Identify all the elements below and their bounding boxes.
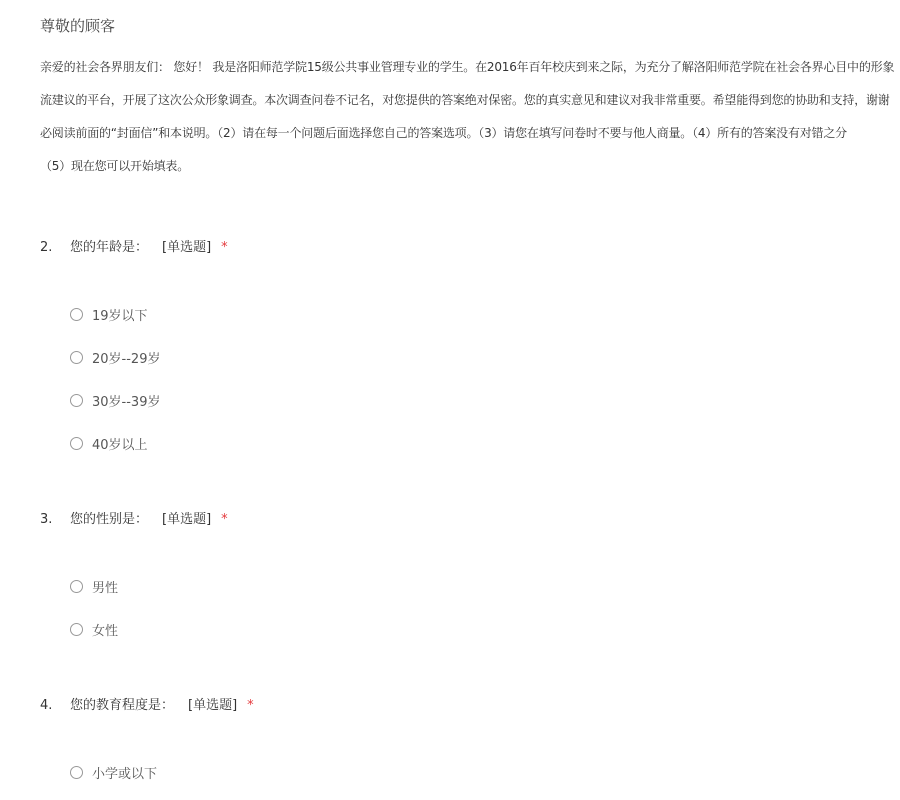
intro-line-1: 亲爱的社会各界朋友们： 您好！ 我是洛阳师范学院15级公共事业管理专业的学生。在2016年百年校庆到来之际，为充分了解洛阳师范学院在社会各界心目中的形象	[40, 60, 895, 74]
question-type: [单选题]	[162, 512, 212, 527]
option-gender-male[interactable]	[70, 576, 118, 596]
radio-button[interactable]	[70, 394, 83, 407]
question-text: 您的教育程度是：	[70, 698, 175, 713]
required-mark: *	[247, 698, 254, 713]
question-4-title	[40, 694, 254, 713]
intro-line-2: 流建议的平台，开展了这次公众形象调查。本次调查问卷不记名，对您提供的答案绝对保密。您的真实意见和建议对我非常重要。希望能得到您的协助和支持，谢谢	[40, 93, 890, 107]
option-label: 20岁--29岁	[92, 351, 161, 367]
intro-line-3: 必阅读前面的“封面信”和本说明。（2）请在每一个问题后面选择您自己的答案选项。（3）请您在填写问卷时不要与他人商量。（4）所有的答案没有对错之分	[40, 126, 847, 140]
question-2-title	[40, 236, 228, 255]
option-label: 女性	[92, 623, 119, 639]
radio-button[interactable]	[70, 623, 83, 636]
radio-button[interactable]	[70, 308, 83, 321]
option-age-over-40[interactable]	[70, 433, 148, 453]
question-number: 4.	[40, 698, 53, 713]
intro-line-4: （5）现在您可以开始填表。	[40, 159, 190, 173]
option-gender-female[interactable]	[70, 619, 118, 639]
question-number: 2.	[40, 240, 53, 255]
required-mark: *	[221, 240, 228, 255]
option-age-20-29[interactable]	[70, 347, 160, 367]
option-education-primary-or-below[interactable]	[70, 762, 157, 782]
question-number: 3.	[40, 512, 53, 527]
option-label: 19岁以下	[92, 308, 148, 324]
question-text: 您的年龄是：	[70, 240, 149, 255]
option-label: 40岁以上	[92, 437, 148, 453]
required-mark: *	[221, 512, 228, 527]
option-label: 小学或以下	[92, 766, 158, 782]
radio-button[interactable]	[70, 580, 83, 593]
option-label: 30岁--39岁	[92, 394, 161, 410]
radio-button[interactable]	[70, 437, 83, 450]
question-type: [单选题]	[188, 698, 238, 713]
option-age-30-39[interactable]	[70, 390, 160, 410]
radio-button[interactable]	[70, 351, 83, 364]
question-text: 您的性别是：	[70, 512, 149, 527]
question-3-title	[40, 508, 228, 527]
question-type: [单选题]	[162, 240, 212, 255]
option-age-under-19[interactable]	[70, 304, 148, 324]
radio-button[interactable]	[70, 766, 83, 779]
option-label: 男性	[92, 580, 119, 596]
salutation-heading: 尊敬的顾客	[40, 17, 116, 35]
